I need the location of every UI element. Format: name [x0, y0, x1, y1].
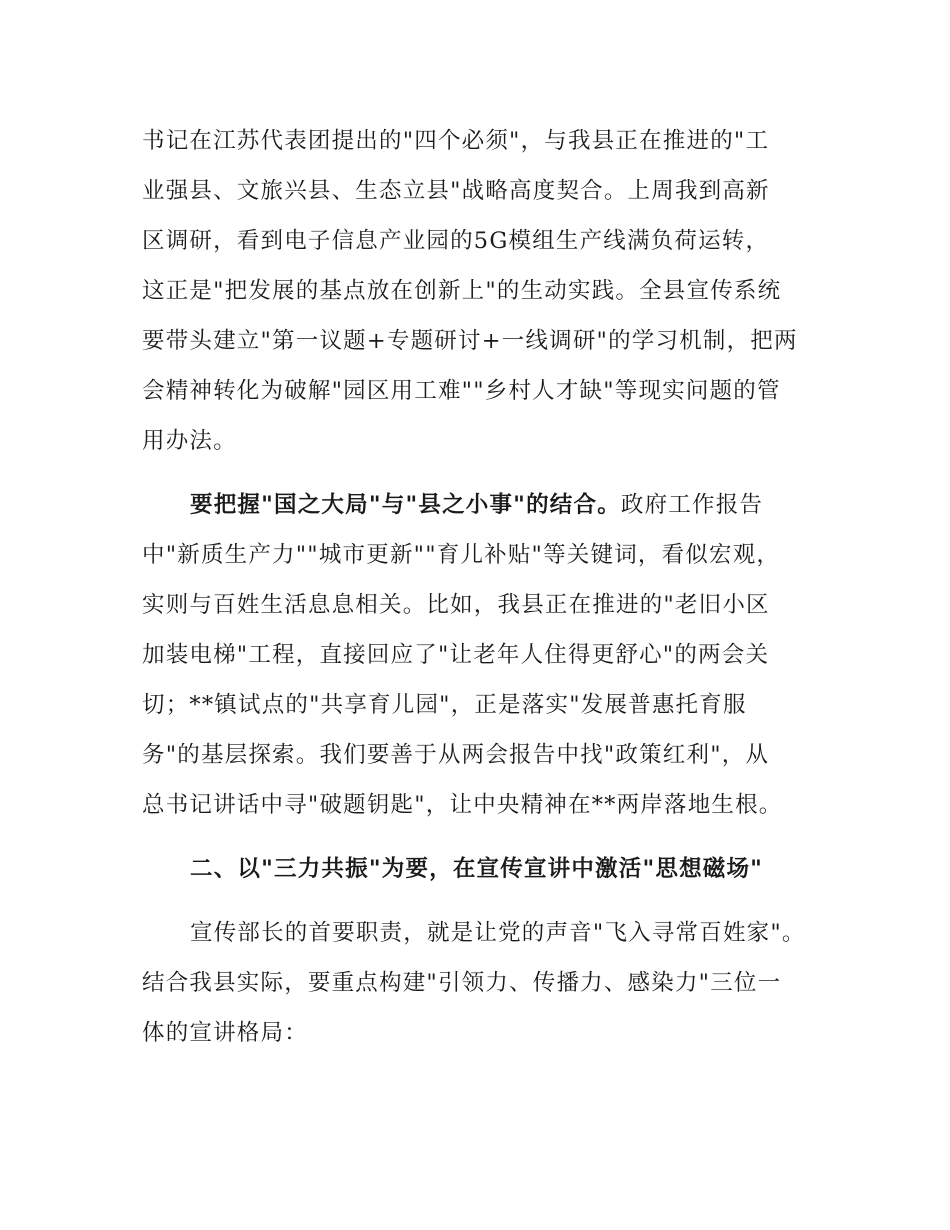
paragraph-line: 业强县、文旅兴县、生态立县"战略高度契合。上周我到高新	[142, 178, 770, 204]
paragraph-line: 宣传部长的首要职责，就是让党的声音"飞入寻常百姓家"。	[190, 920, 806, 946]
paragraph-lead-rest: 政府工作报告	[620, 492, 764, 518]
paragraph-lead-line	[190, 490, 763, 520]
paragraph-line: 结合我县实际，要重点构建"引领力、传播力、感染力"三位一	[142, 970, 782, 996]
paragraph-line: 中"新质生产力""城市更新""育儿补贴"等关键词，看似宏观，	[142, 542, 781, 568]
paragraph-line: 务"的基层探索。我们要善于从两会报告中找"政策红利"，从	[142, 742, 770, 768]
paragraph-line: 实则与百姓生活息息相关。比如，我县正在推进的"老旧小区	[142, 592, 770, 618]
paragraph-line: 区调研，看到电子信息产业园的5G模组生产线满负荷运转，	[142, 228, 770, 254]
section-heading-text: 二、以"三力共振"为要，在宣传宣讲中激活"思想磁场"	[190, 856, 764, 882]
paragraph-line: 书记在江苏代表团提出的"四个必须"，与我县正在推进的"工	[142, 128, 770, 154]
paragraph-line: 切；**镇试点的"共享育儿园"，正是落实"发展普惠托育服	[142, 692, 747, 718]
paragraph-line: 总书记讲话中寻"破题钥匙"，让中央精神在**两岸落地生根。	[142, 792, 783, 818]
paragraph-line: 这正是"把发展的基点放在创新上"的生动实践。全县宣传系统	[142, 278, 782, 304]
paragraph-line: 用办法。	[142, 428, 237, 454]
paragraph-line: 体的宣讲格局：	[142, 1020, 308, 1046]
paragraph-line: 加装电梯"工程，直接回应了"让老年人住得更舒心"的两会关	[142, 642, 770, 668]
paragraph-lead-bold: 要把握"国之大局"与"县之小事"的结合。	[190, 492, 621, 518]
paragraph-line: 会精神转化为破解"园区用工难""乡村人才缺"等现实问题的管	[142, 378, 781, 404]
paragraph-line: 要带头建立"第一议题+专题研讨+一线调研"的学习机制，把两	[142, 328, 798, 354]
